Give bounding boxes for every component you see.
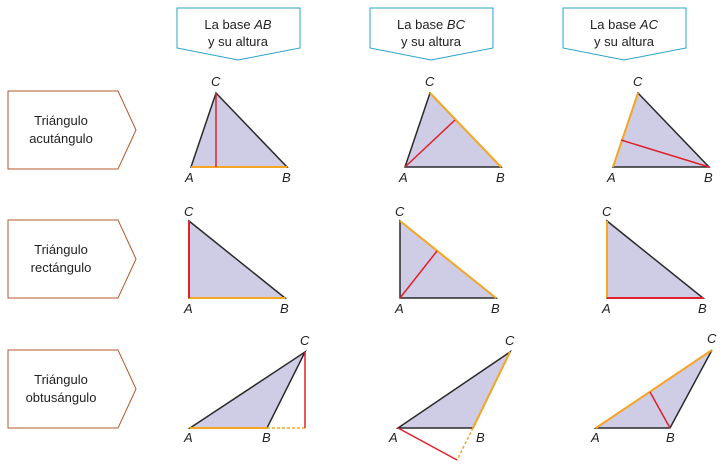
- vertex-label-b: B: [282, 170, 291, 185]
- vertex-label-b: B: [496, 170, 505, 185]
- acute-base-ab: [191, 93, 287, 167]
- vertex-label-c: C: [300, 333, 310, 348]
- row-header-line1: Triángulo: [34, 242, 88, 257]
- vertex-label-b: B: [491, 301, 500, 316]
- column-header-prefix: La base: [397, 17, 444, 32]
- column-header-ab: [179, 10, 297, 58]
- vertex-label-b: B: [476, 430, 485, 445]
- vertex-label-a: A: [591, 430, 600, 445]
- row-header-line2: obtusángulo: [25, 390, 97, 405]
- vertex-label-c: C: [633, 74, 643, 89]
- vertex-label-c: C: [602, 204, 612, 219]
- obtuse-base-ac: [596, 350, 712, 428]
- row-header-line1: Triángulo: [34, 113, 88, 128]
- vertex-label-c: C: [211, 74, 221, 89]
- right-base-bc: [400, 221, 496, 298]
- vertex-label-a: A: [185, 170, 194, 185]
- vertex-label-c: C: [184, 204, 194, 219]
- vertex-label-a: A: [602, 301, 611, 316]
- vertex-label-c: C: [395, 204, 405, 219]
- acute-base-ac: [613, 93, 709, 167]
- row-header-line2: rectángulo: [30, 260, 92, 275]
- row-header-line1: Triángulo: [34, 372, 88, 387]
- column-header-base: AB: [254, 17, 272, 32]
- column-header-suffix: y su altura: [208, 34, 268, 49]
- vertex-label-a: A: [607, 170, 616, 185]
- row-header-acute: [8, 90, 128, 170]
- vertex-label-a: A: [184, 430, 193, 445]
- obtuse-base-bc: [398, 352, 510, 460]
- acute-base-bc: [405, 93, 501, 167]
- vertex-label-b: B: [280, 301, 289, 316]
- column-header-ac: [565, 10, 683, 58]
- row-header-right: [8, 219, 128, 299]
- column-header-prefix: La base: [590, 17, 637, 32]
- vertex-label-b: B: [704, 170, 713, 185]
- vertex-label-a: A: [395, 301, 404, 316]
- right-base-ab: [189, 221, 285, 298]
- row-header-obtuse: [8, 349, 128, 429]
- vertex-label-c: C: [707, 331, 717, 346]
- vertex-label-a: A: [399, 170, 408, 185]
- vertex-label-a: A: [184, 301, 193, 316]
- column-header-suffix: y su altura: [594, 34, 654, 49]
- column-header-prefix: La base: [204, 17, 251, 32]
- vertex-label-b: B: [262, 430, 271, 445]
- column-header-suffix: y su altura: [401, 34, 461, 49]
- vertex-label-c: C: [425, 74, 435, 89]
- obtuse-base-ab: [190, 352, 305, 428]
- vertex-label-b: B: [666, 430, 675, 445]
- column-header-base: AC: [639, 17, 658, 32]
- column-header-bc: [372, 10, 490, 58]
- row-header-line2: acutángulo: [29, 131, 93, 146]
- vertex-label-b: B: [698, 301, 707, 316]
- column-header-base: BC: [446, 17, 465, 32]
- vertex-label-c: C: [505, 333, 515, 348]
- vertex-label-a: A: [389, 430, 398, 445]
- right-base-ac: [607, 221, 703, 298]
